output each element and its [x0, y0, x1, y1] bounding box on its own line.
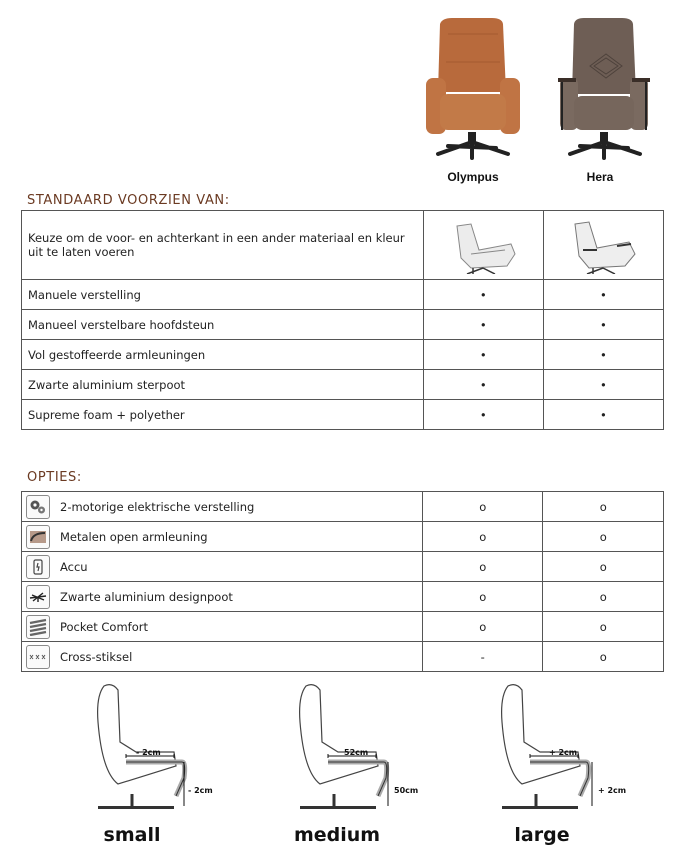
- medium-seat-height: 50cm: [394, 786, 419, 795]
- olympus-cell: o: [422, 552, 543, 582]
- row-label: Supreme foam + polyether: [22, 400, 424, 430]
- option-label-cell: [22, 612, 423, 642]
- olympus-cell: o: [422, 612, 543, 642]
- option-label-cell: [22, 552, 423, 582]
- medium-arm-width: 52cm: [344, 748, 369, 757]
- option-label-cell: [22, 522, 423, 552]
- hera-label: Hera: [586, 170, 614, 184]
- pocket-spring-icon: [26, 615, 50, 639]
- option-label: Accu: [60, 559, 88, 574]
- table-row: [22, 400, 664, 430]
- hera-cell: •: [543, 370, 663, 400]
- hera-cell: •: [543, 280, 663, 310]
- hera-cell: o: [543, 582, 664, 612]
- table-row: [22, 340, 664, 370]
- option-label-cell: [22, 492, 423, 522]
- table-row: [22, 492, 664, 522]
- table-row: [22, 582, 664, 612]
- table-row: [22, 370, 664, 400]
- olympus-cell: -: [422, 642, 543, 672]
- small-arm-width: - 2cm: [136, 748, 161, 757]
- star-base-icon: [26, 585, 50, 609]
- olympus-cell: •: [423, 400, 543, 430]
- row-label: Manueel verstelbare hoofdsteun: [22, 310, 424, 340]
- standard-table: [21, 210, 664, 430]
- olympus-cell: o: [422, 522, 543, 552]
- olympus-recline-sketch: [443, 214, 523, 274]
- olympus-cell: •: [423, 340, 543, 370]
- table-row: [22, 552, 664, 582]
- hera-cell: •: [543, 340, 663, 370]
- large-seat-height: + 2cm: [598, 786, 627, 795]
- olympus-cell: •: [423, 370, 543, 400]
- table-row: [22, 211, 664, 280]
- hera-cell: o: [543, 522, 664, 552]
- small-seat-height: - 2cm: [188, 786, 213, 795]
- option-label-cell: [22, 582, 423, 612]
- size-label-medium: medium: [293, 824, 381, 846]
- option-label-cell: [22, 642, 423, 672]
- olympus-cell: o: [422, 582, 543, 612]
- table-row: [22, 280, 664, 310]
- row-label: Keuze om de voor- en achterkant in een ander materiaal en kleur uit te laten voeren: [22, 211, 424, 280]
- hera-cell: o: [543, 552, 664, 582]
- hera-cell: •: [543, 400, 663, 430]
- table-row: [22, 310, 664, 340]
- olympus-label: Olympus: [447, 170, 499, 184]
- metal-armrest-icon: [26, 525, 50, 549]
- option-label: Metalen open armleuning: [60, 529, 208, 544]
- gears-icon: [26, 495, 50, 519]
- option-label: Pocket Comfort: [60, 619, 148, 634]
- row-label: Zwarte aluminium sterpoot: [22, 370, 424, 400]
- cross-stitch-icon: [26, 645, 50, 669]
- option-label: 2-motorige elektrische verstelling: [60, 499, 255, 514]
- row-label: Manuele verstelling: [22, 280, 424, 310]
- row-label: Vol gestoffeerde armleuningen: [22, 340, 424, 370]
- olympus-cell: •: [423, 280, 543, 310]
- olympus-recline-cell: [423, 211, 543, 280]
- options-title: OPTIES:: [27, 470, 82, 485]
- size-label-small: small: [103, 824, 161, 846]
- olympus-cell: o: [422, 492, 543, 522]
- battery-icon: [26, 555, 50, 579]
- hera-cell: o: [543, 612, 664, 642]
- standard-title: STANDAARD VOORZIEN VAN:: [27, 193, 230, 208]
- options-table: [21, 491, 664, 672]
- table-row: [22, 522, 664, 552]
- size-label-large: large: [514, 824, 570, 846]
- hera-cell: o: [543, 492, 664, 522]
- hera-cell: o: [543, 642, 664, 672]
- hera-recline-sketch: [563, 214, 643, 274]
- hera-chair-image: [550, 14, 660, 164]
- olympus-chair-image: [418, 14, 528, 164]
- hera-cell: •: [543, 310, 663, 340]
- olympus-cell: •: [423, 310, 543, 340]
- table-row: [22, 612, 664, 642]
- hera-recline-cell: [543, 211, 663, 280]
- option-label: Cross-stiksel: [60, 649, 133, 664]
- option-label: Zwarte aluminium designpoot: [60, 589, 233, 604]
- table-row: [22, 642, 664, 672]
- large-arm-width: + 2cm: [549, 748, 578, 757]
